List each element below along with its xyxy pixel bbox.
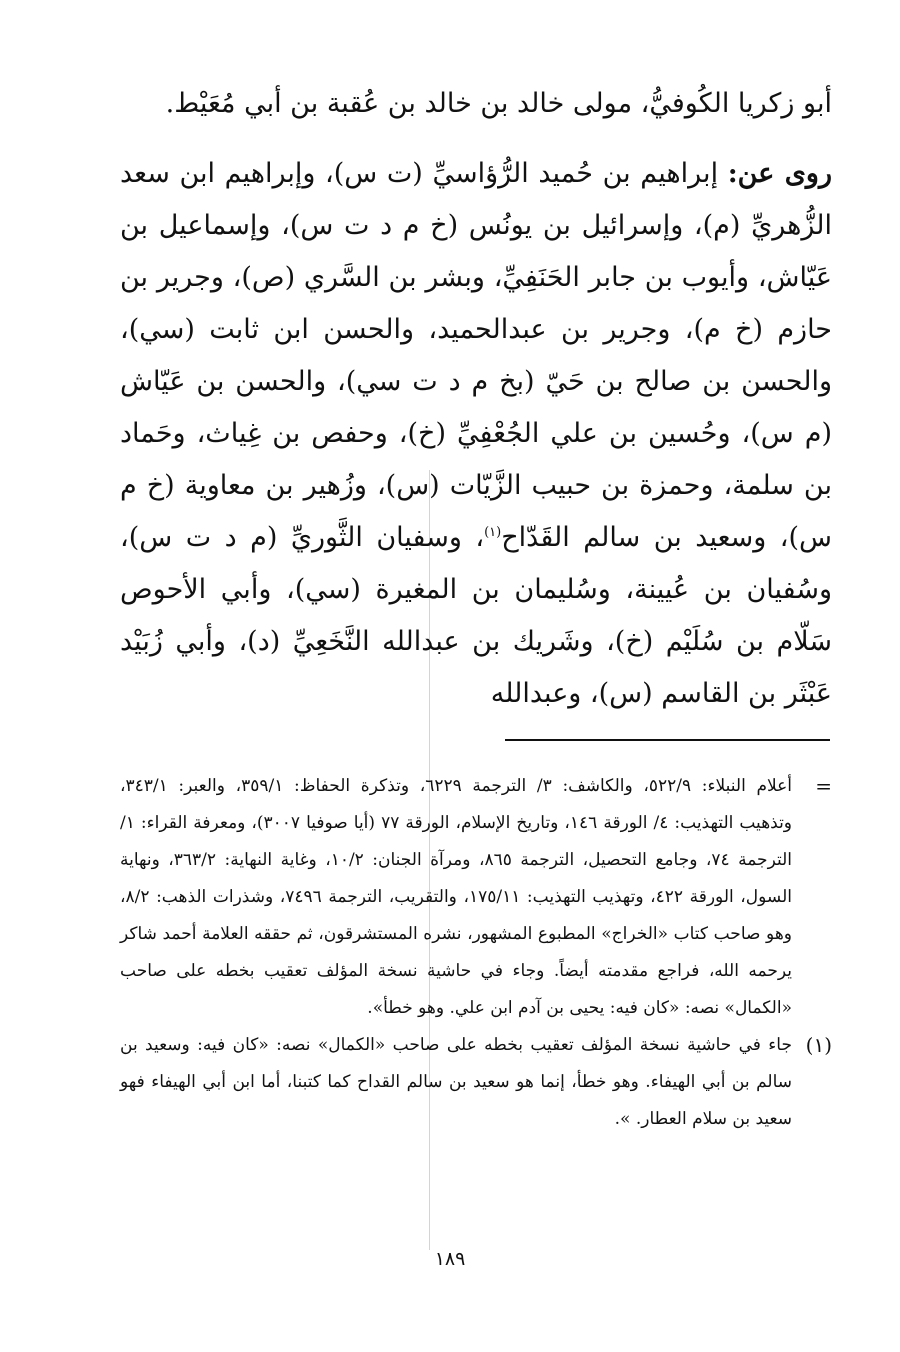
footnote-separator bbox=[505, 739, 830, 741]
footnotes bbox=[120, 768, 832, 1138]
footnote-1-text: جاء في حاشية نسخة المؤلف تعقيب بخطه على صاحب «الكمال» نصه: «كان فيه: وسعيد بن سالم بن أبي الهيفاء. وهو خطأ، إنما هو سعيد بن سالم القداح كما كتبنا، أما ابن أبي الهيفاء فهو سعيد بن سلام العطار. ». bbox=[120, 1035, 792, 1129]
narrators-text: إبراهيم بن حُميد الرُّؤاسيِّ (ت س)، وإبراهيم ابن سعد الزُّهريِّ (م)، وإسرائيل بن يونُس (خ م د ت س)، وإسماعيل بن عَيّاش، وأيوب بن جابر الحَنَفِيِّ، وبشر بن السَّري (ص)، وجرير بن حازم (خ م)، وجرير بن عبدالحميد، والحسن ابن ثابت (سي)، والحسن بن صالح بن حَيّ (بخ م د ت سي)، والحسن بن عَيّاش (م س)، وحُسين بن علي الجُعْفِيِّ (خ)، وحفص بن غِياث، وحَماد بن سلمة، وحمزة بن حبيب الزَّيّات (س)، وزُهير بن معاوية (خ م س)، وسعيد بن سالم القَدّاح bbox=[120, 158, 832, 553]
page-number: ١٨٩ bbox=[434, 1248, 466, 1270]
footnote-continuation-text: أعلام النبلاء: ٥٢٢/٩، والكاشف: ٣/ الترجمة ٦٢٢٩، وتذكرة الحفاظ: ٣٥٩/١، والعبر: ٣٤٣/١، وتذهيب التهذيب: ٤/ الورقة ١٤٦، وتاريخ الإسلام، الورقة ٧٧ (أيا صوفيا ٣٠٠٧)، ومعرفة القراء: ١/ الترجمة ٧٤، وجامع التحصيل، الترجمة ٨٦٥، ومرآة الجنان: ١٠/٢، وغاية النهاية: ٣٦٣/٢، ونهاية السول، الورقة ٤٢٢، وتهذيب التهذيب: ١٧٥/١١، والتقريب، الترجمة ٧٤٩٦، وشذرات الذهب: ٨/٢، وهو صاحب كتاب «الخراج» المطبوع المشهور، نشره المستشرقون، ثم حققه العلامة أحمد شاكر يرحمه الله، فراجع مقدمته أيضاً. وجاء في حاشية نسخة المؤلف تعقيب بخطه على صاحب «الكمال» نصه: «كان فيه: يحيى بن آدم ابن علي. وهو خطأ». bbox=[120, 776, 793, 1018]
narrators-text-continued: ، وسفيان الثَّوريِّ (م د ت س)، وسُفيان بن عُيينة، وسُليمان بن المغيرة (سي)، وأبي الأحوص سَلّام بن سُلَيْم (خ)، وشَريك بن عبدالله النَّخَعِيِّ (د)، وأبي زُبَيْد عَبْثَر بن القاسم (س)، وعبدالله bbox=[120, 522, 832, 709]
continuation-mark: = bbox=[815, 774, 832, 798]
main-text bbox=[120, 78, 832, 720]
narrators-label: روى عن: bbox=[727, 158, 832, 189]
footnote-reference[interactable]: (١) bbox=[484, 525, 502, 540]
footnote-1 bbox=[120, 1027, 832, 1138]
narrators-paragraph bbox=[120, 148, 832, 720]
footnote-1-number: (١) bbox=[805, 1033, 832, 1057]
footnote-continuation bbox=[120, 768, 832, 1027]
intro-line: أبو زكريا الكُوفيُّ، مولى خالد بن خالد بن عُقبة بن أبي مُعَيْط. bbox=[165, 88, 832, 119]
